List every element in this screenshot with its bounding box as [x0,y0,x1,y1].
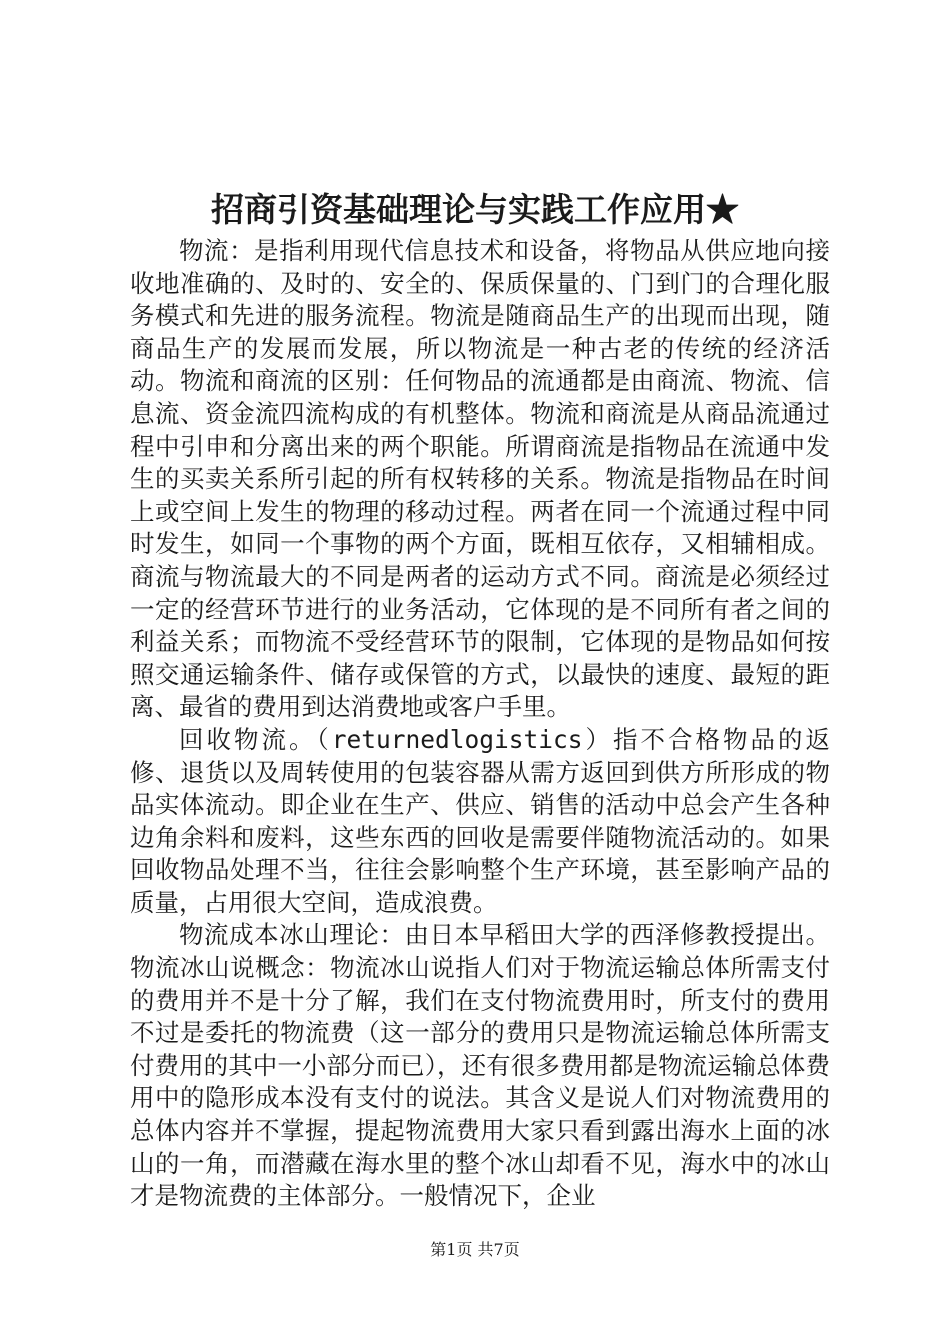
paragraph-logistics-definition: 物流：是指利用现代信息技术和设备，将物品从供应地向接收地准确的、及时的、安全的、保质保量的、门到门的合理化服务模式和先进的服务流程。物流是随商品生产的出现而出现，随商品生产的发展而发展，所以物流是一种古老的传统的经济活动。物流和商流的区别：任何物品的流通都是由商流、物流、信息流、资金流四流构成的有机整体。物流和商流是从商品流通过程中引申和分离出来的两个职能。所谓商流是指物品在流通中发生的买卖关系所引起的所有权转移的关系。物流是指物品在时间上或空间上发生的物理的移动过程。两者在同一个流通过程中同时发生，如同一个事物的两个方面，既相互依存，又相辅相成。商流与物流最大的不同是两者的运动方式不同。商流是必须经过一定的经营环节进行的业务活动，它体现的是不同所有者之间的利益关系；而物流不受经营环节的限制，它体现的是物品如何按照交通运输条件、储存或保管的方式，以最快的速度、最短的距离、最省的费用到达消费地或客户手里。 [130,236,830,722]
document-body [130,235,830,1213]
document-title: 招商引资基础理论与实践工作应用★ [211,190,739,229]
paragraph-iceberg-theory: 物流成本冰山理论：由日本早稻田大学的西泽修教授提出。物流冰山说概念：物流冰山说指人们对于物流运输总体所需支付的费用并不是十分了解，我们在支付物流费用时，所支付的费用不过是委托的物流费（这一部分的费用只是物流运输总体所需支付费用的其中一小部分而已），还有很多费用都是物流运输总体费用中的隐形成本没有支付的说法。其含义是说人们对物流费用的总体内容并不掌握，提起物流费用大家只看到露出海水上面的冰山的一角，而潜藏在海水里的整个冰山却看不见，海水中的冰山才是物流费的主体部分。一般情况下，企业 [130,920,830,1211]
paragraph-returned-logistics: 回收物流。（returnedlogistics）指不合格物品的返修、退货以及周转使用的包装容器从需方返回到供方所形成的物品实体流动。即企业在生产、供应、销售的活动中总会产生各种边角余料和废料，这些东西的回收是需要伴随物流活动的。如果回收物品处理不当，往往会影响整个生产环境，甚至影响产品的质量，占用很大空间，造成浪费。 [130,724,830,917]
page-footer: 第1页 共7页 [430,1240,520,1259]
